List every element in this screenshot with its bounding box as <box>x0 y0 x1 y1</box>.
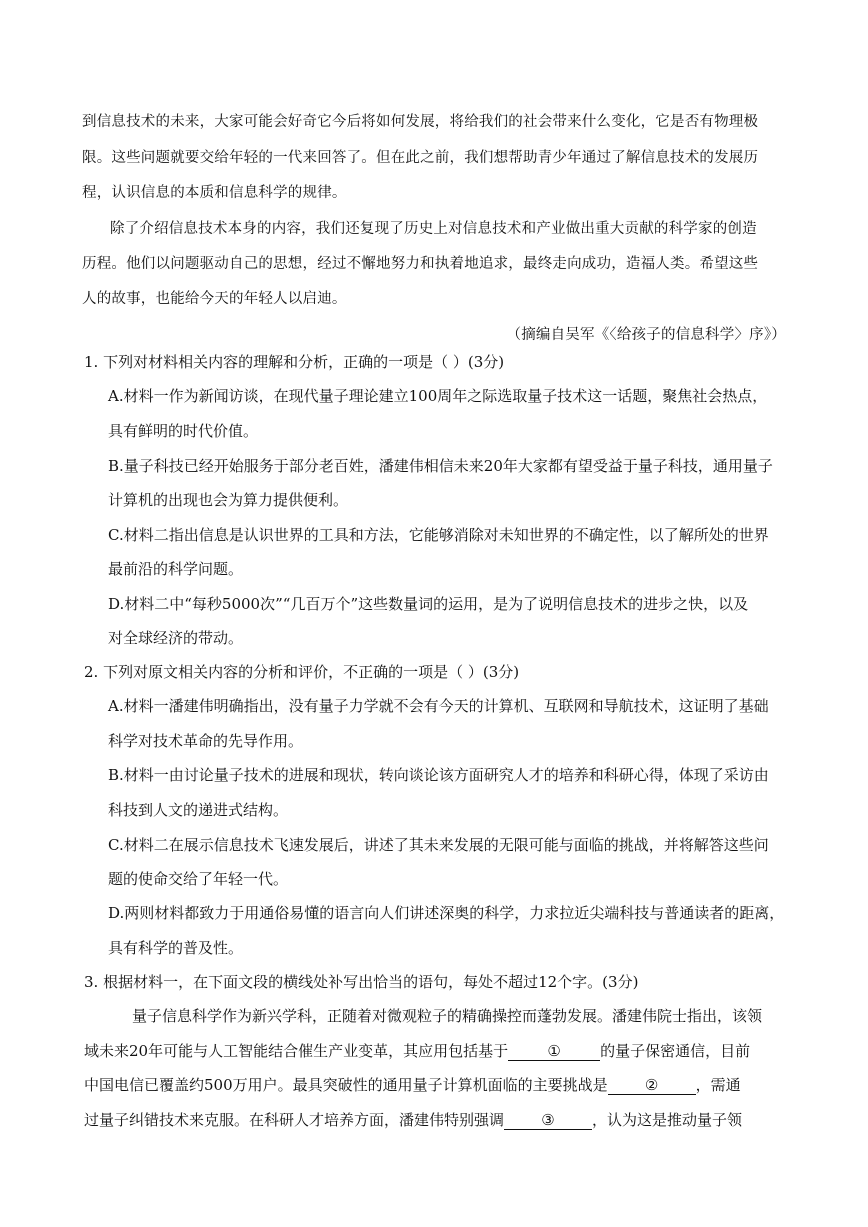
q3-text: 过量子纠错技术来克服。在科研人才培养方面，潘建伟特别强调 <box>84 1111 505 1129</box>
q2-option-b: B.材料一由讨论量子技术的进展和现状，转向谈论该方面研究人才的培养和科研心得，体现了采访由 <box>108 766 769 784</box>
q1-option-b-cont: 计算机的出现也会为算力提供便利。 <box>108 491 349 509</box>
question-3-stem: 3. 根据材料一，在下面文段的横线处补写出恰当的语句，每处不超过12个字。(3分) <box>84 973 639 991</box>
q1-option-a-cont: 具有鲜明的时代价值。 <box>108 422 259 440</box>
q3-paragraph-line: 量子信息科学作为新兴学科，正随着对微观粒子的精确操控而蓬勃发展。潘建伟院士指出，该领 <box>132 1007 763 1025</box>
question-2-stem: 2. 下列对原文相关内容的分析和评价，不正确的一项是（ ）(3分) <box>84 663 520 681</box>
passage-line: 到信息技术的未来，大家可能会好奇它今后将如何发展，将给我们的社会带来什么变化，它是否有物理极 <box>82 114 759 130</box>
q2-option-a: A.材料一潘建伟明确指出，没有量子力学就不会有今天的计算机、互联网和导航技术，这证明了基础 <box>108 697 769 715</box>
q1-option-b: B.量子科技已经开始服务于部分老百姓，潘建伟相信未来20年大家都有望受益于量子科技，通用量子 <box>108 457 773 475</box>
q3-text: 中国电信已覆盖约500万用户。最具突破性的通用量子计算机面临的主要挑战是 <box>84 1076 608 1094</box>
passage-line: 历程。他们以问题驱动自己的思想，经过不懈地努力和执着地追求，最终走向成功，造福人类。希望这些 <box>82 256 759 272</box>
question-1-stem: 1. 下列对材料相关内容的理解和分析，正确的一项是（ ）(3分) <box>84 353 505 371</box>
passage-line: 程，认识信息的本质和信息科学的规律。 <box>82 185 347 201</box>
q2-option-d-cont: 具有科学的普及性。 <box>108 939 244 957</box>
q2-option-c-cont: 题的使命交给了年轻一代。 <box>108 870 289 888</box>
q2-option-a-cont: 科学对技术革命的先导作用。 <box>108 732 304 750</box>
passage-line: 除了介绍信息技术本身的内容，我们还复现了历史上对信息技术和产业做出重大贡献的科学家的创造 <box>110 221 757 237</box>
q1-option-a: A.材料一作为新闻访谈，在现代量子理论建立100周年之际选取量子技术这一话题，聚焦社会热点， <box>108 387 768 405</box>
source-citation: （摘编自吴军《〈给孩子的信息科学〉序》） <box>506 327 786 343</box>
q3-paragraph-line <box>84 1041 750 1061</box>
fill-blank-3[interactable]: ③ <box>504 1111 592 1130</box>
q1-option-c: C.材料二指出信息是认识世界的工具和方法，它能够消除对未知世界的不确定性，以了解所处的世界 <box>108 526 769 544</box>
q3-text: 的量子保密通信，目前 <box>600 1042 751 1060</box>
q3-text: ，需通 <box>695 1076 741 1094</box>
q2-option-c: C.材料二在展示信息技术飞速发展后，讲述了其未来发展的无限可能与面临的挑战，并将解答这些问 <box>108 836 769 854</box>
q3-paragraph-line <box>84 1110 742 1130</box>
q1-option-d: D.材料二中“每秒5000次”“几百万个”这些数量词的运用，是为了说明信息技术的进步之快，以及 <box>108 595 749 613</box>
fill-blank-1[interactable]: ① <box>508 1042 600 1061</box>
q2-option-d: D.两则材料都致力于用通俗易懂的语言向人们讲述深奥的科学，力求拉近尖端科技与普通读者的距离， <box>108 904 785 922</box>
q2-option-b-cont: 科技到人文的递进式结构。 <box>108 801 289 819</box>
passage-line: 人的故事，也能给今天的年轻人以启迪。 <box>82 291 347 307</box>
q1-option-d-cont: 对全球经济的带动。 <box>108 629 244 647</box>
q3-text: 域未来20年可能与人工智能结合催生产业变革，其应用包括基于 <box>84 1042 509 1060</box>
q1-option-c-cont: 最前沿的科学问题。 <box>108 560 244 578</box>
fill-blank-2[interactable]: ② <box>608 1076 696 1095</box>
q3-paragraph-line <box>84 1075 741 1095</box>
q3-text: ，认为这是推动量子领 <box>592 1111 743 1129</box>
passage-line: 限。这些问题就要交给年轻的一代来回答了。但在此之前，我们想帮助青少年通过了解信息技术的发展历 <box>82 150 759 166</box>
